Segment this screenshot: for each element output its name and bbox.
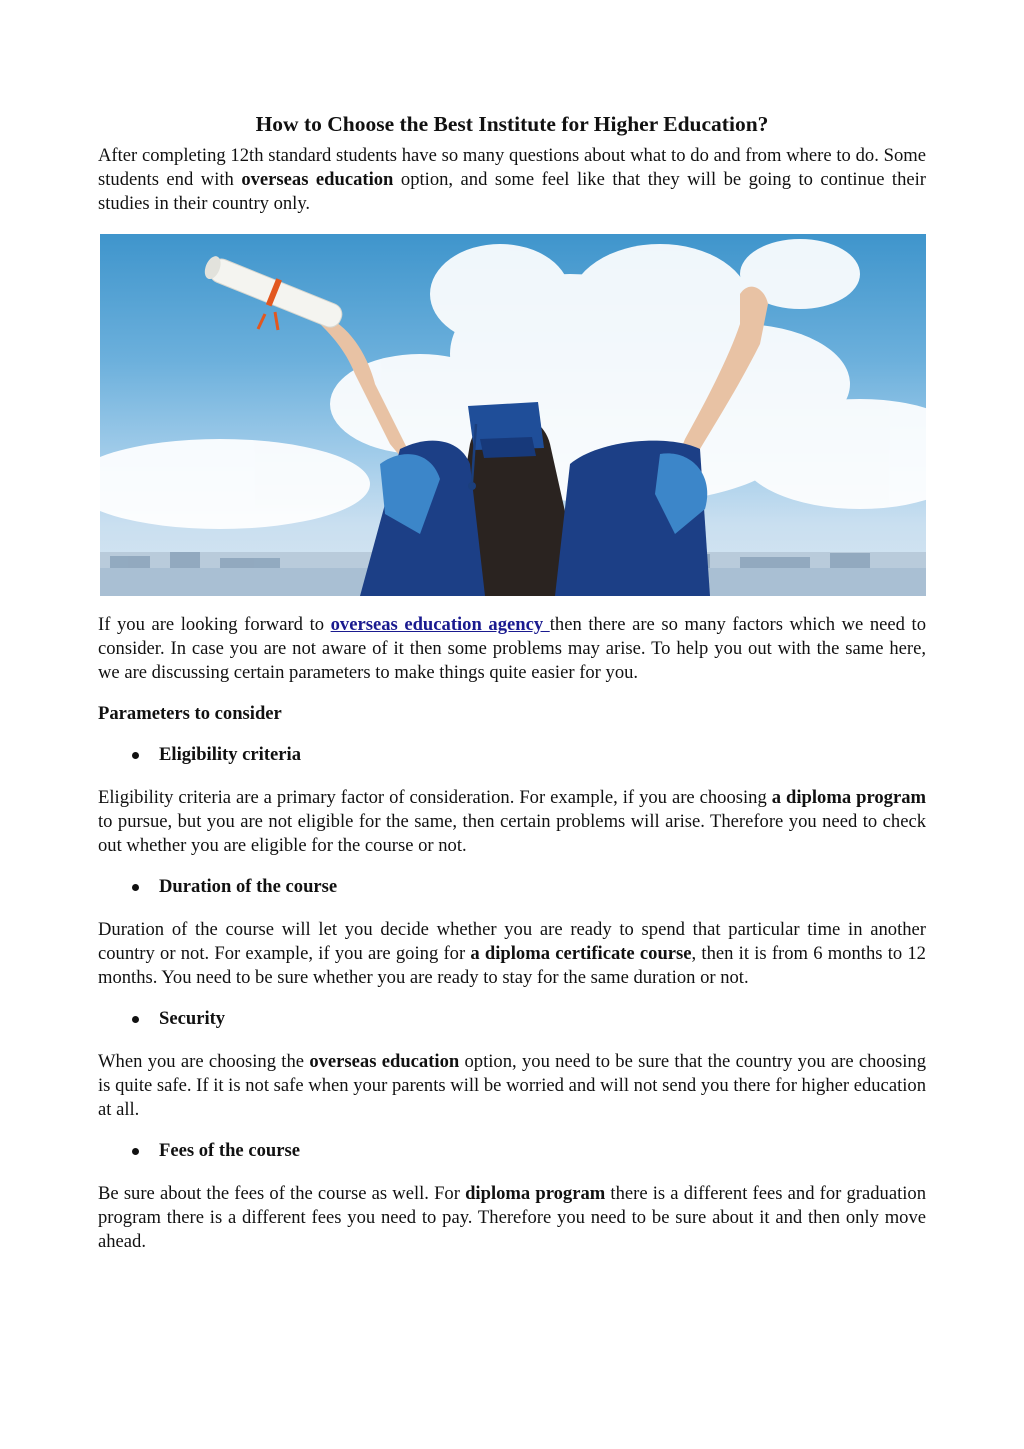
bullet-label: Duration of the course (159, 876, 338, 897)
list-item (159, 1007, 926, 1031)
section-bold-text: a diploma certificate course (470, 943, 692, 964)
section-bold-text: overseas education (309, 1051, 460, 1072)
section-text-end: , then it is from 6 months to 12 months. You need to be sure whether you are ready to stay for the same duration or not. (98, 943, 926, 988)
parameters-heading: Parameters to consider (98, 703, 282, 724)
bullet-label: Security (159, 1008, 226, 1029)
agency-text-end: then there are so many factors which we need to consider. In case you are not aware of it then some problems may arise. To help you out with the same here, we are discussing certain parameters to make things quite easier for you. (98, 614, 926, 683)
intro-text: After completing 12th standard students have so many questions about what to do and from where to do. Some students end with (98, 145, 926, 190)
bullet-label: Fees of the course (159, 1140, 300, 1161)
bullet-list-eligibility (98, 743, 926, 767)
list-item (159, 743, 926, 767)
section-text-end: there is a different fees and for graduation program there is a different fees you need to pay. Therefore you need to be sure about it and then only move ahead. (98, 1183, 927, 1252)
bullet-list-security (98, 1007, 926, 1031)
bullet-list-fees (98, 1139, 926, 1163)
bullet-icon (132, 884, 139, 891)
intro-bold-text: overseas education (241, 169, 394, 190)
bullet-list-duration (98, 875, 926, 899)
eligibility-paragraph (98, 786, 926, 858)
hero-image (100, 234, 926, 596)
security-paragraph (98, 1050, 926, 1122)
section-text: When you are choosing the (98, 1051, 310, 1072)
section-bold-text: a diploma program (771, 787, 926, 808)
section-text-end: to pursue, but you are not eligible for the same, then certain problems will arise. Therefore you need to check out whether you are eligible for the course or not. (98, 811, 926, 856)
agency-text: If you are looking forward to (98, 614, 331, 635)
bullet-label: Eligibility criteria (159, 744, 302, 765)
agency-paragraph (98, 613, 926, 685)
bullet-icon (132, 752, 139, 759)
list-item (159, 1139, 926, 1163)
overseas-education-agency-link[interactable]: overseas education agency (330, 614, 550, 635)
document-page (98, 108, 926, 1271)
section-text: Duration of the course will let you decide whether you are ready to spend that particular time in another country or not. For example, if you are going for (98, 919, 926, 964)
graduate-illustration (100, 234, 926, 596)
intro-paragraph (98, 144, 926, 216)
bullet-icon (132, 1148, 139, 1155)
section-text: Eligibility criteria are a primary factor of consideration. For example, if you are choosing (98, 787, 772, 808)
intro-text-end: option, and some feel like that they will be going to continue their studies in their country only. (98, 169, 927, 214)
list-item (159, 875, 926, 899)
bullet-icon (132, 1016, 139, 1023)
section-bold-text: diploma program (465, 1183, 606, 1204)
page-title: How to Choose the Best Institute for Higher Education? (255, 112, 769, 136)
duration-paragraph (98, 918, 926, 990)
section-text: Be sure about the fees of the course as well. For (98, 1183, 466, 1204)
section-text-end: option, you need to be sure that the country you are choosing is quite safe. If it is not safe when your parents will be worried and will not send you there for higher education at all. (98, 1051, 926, 1120)
fees-paragraph (98, 1182, 926, 1254)
